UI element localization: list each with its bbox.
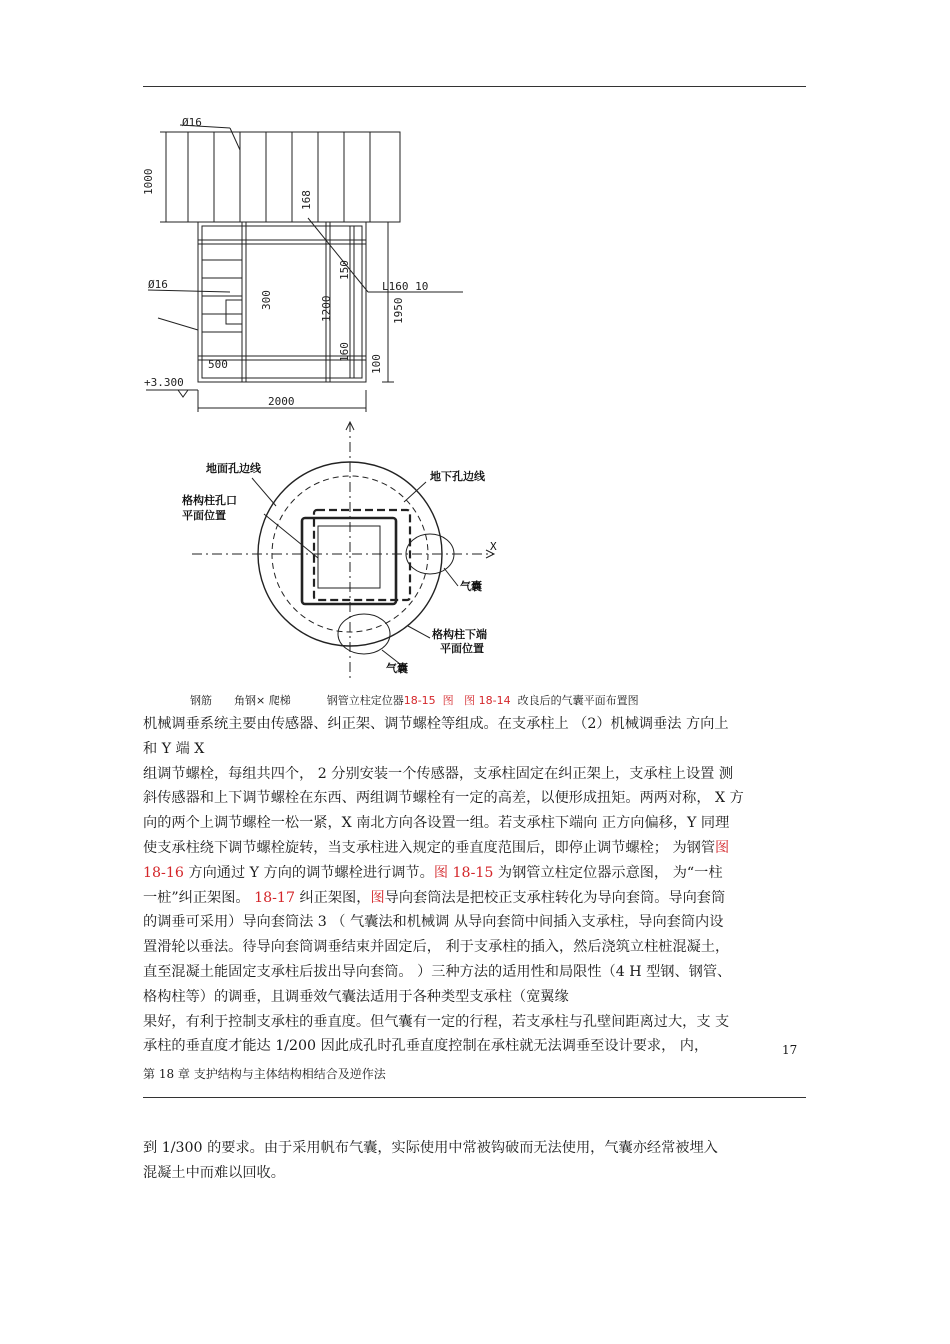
caption-part1: 钢筋 [190, 694, 212, 707]
text-line: 置滑轮以垂法。待导向套筒调垂结束并固定后， 利于支承柱的插入，然后浇筑立柱桩混凝土， [143, 939, 730, 956]
figure-link[interactable]: 18-17 [254, 889, 295, 906]
text-line: 到 1/300 的要求。由于采用帆布气囊，实际使用中常被钩破而无法使用，气囊亦经常被埋入 [143, 1140, 718, 1156]
caption-part7: 改良后的气囊平面布置图 [510, 694, 639, 707]
figure-link[interactable]: 18-16 [143, 864, 184, 881]
text-line [143, 836, 807, 861]
locator-elevation-figure [138, 100, 478, 418]
label-angle-L160: L160 10 [382, 280, 429, 293]
label-dim-100: 100 [370, 354, 383, 374]
label-underground-hole-edge: 地下孔边线 [430, 470, 485, 483]
caption-part5: 图 [435, 694, 465, 707]
caption-part3: 钢管立柱定位器 [326, 694, 404, 707]
text-line [143, 886, 807, 911]
text-segment: 使支承柱绕下调节螺栓旋转，当支承柱进入规定的垂直度范围后，即停止调节螺栓； 为钢管 [143, 839, 716, 856]
body-paragraph [143, 712, 807, 1059]
label-dim-1950: 1950 [392, 297, 405, 324]
label-lattice-bottom-1: 格构柱下端 [432, 628, 487, 641]
text-line: 混凝土中而难以回收。 [143, 1164, 285, 1181]
text-segment: 纠正架图， [294, 889, 371, 906]
label-dim-1000: 1000 [142, 168, 155, 195]
lattice-hole-top-square [302, 518, 396, 604]
text-segment: 方向通过 Y 方向的调节螺栓进行调节。 [183, 864, 434, 881]
inner-square [318, 526, 380, 588]
chapter-footer: 第 18 章 支护结构与主体结构相结合及逆作法 [143, 1067, 386, 1081]
label-dim-300: 300 [260, 290, 273, 310]
label-dim-168: 168 [300, 190, 313, 210]
label-airbag-right: 气囊 [460, 580, 482, 593]
figure-caption [190, 692, 639, 708]
header-rule [143, 86, 806, 87]
text-line: 机械调垂系统主要由传感器、纠正架、调节螺栓等组成。在支承柱上 （2）机械调垂法 方向上 [143, 716, 729, 732]
label-dim-500: 500 [208, 358, 228, 371]
figure-link[interactable]: 图 [370, 889, 385, 906]
label-lattice-hole-top-2: 平面位置 [182, 509, 226, 522]
caption-part6: 图 18-14 [464, 694, 511, 707]
upper-frame [188, 132, 400, 222]
text-segment: 为钢管立柱定位器示意图， 为“一柱 [493, 864, 723, 881]
text-line: 承柱的垂直度才能达 1/200 因此成孔时孔垂直度控制在承柱就无法调垂至设计要求， 内， [143, 1038, 709, 1055]
text-line [143, 861, 807, 886]
label-dim-1200: 1200 [320, 295, 333, 322]
label-elev-3300: +3.300 [144, 376, 184, 389]
airbag-plan-figure [168, 418, 508, 686]
label-x-axis: X [490, 540, 497, 553]
label-phi16-left: Ø16 [148, 278, 168, 291]
airbag-bottom-ellipse [338, 614, 390, 654]
caption-part2: 角钢× 爬梯 [234, 694, 291, 707]
text-line: 向的两个上调节螺栓一松一紧，X 南北方向各设置一组。若支承柱下端向 正方向偏移，Y 同理 [143, 815, 730, 832]
text-segment: 导向套筒法是把校正支承柱转化为导向套筒。导向套筒 [384, 889, 726, 906]
text-line: 的调垂可采用）导向套筒法 3 （ 气囊法和机械调 从导向套筒中间插入支承柱，导向套筒内设 [143, 914, 724, 931]
label-dim-150: 150 [338, 260, 351, 280]
text-line: 组调节螺栓，每组共四个， 2 分别安装一个传感器，支承柱固定在纠正架上，支承柱上设置 测 [143, 765, 734, 782]
footer-rule [143, 1097, 806, 1098]
text-segment: 一桩”纠正架图。 [143, 889, 255, 906]
label-dim-2000: 2000 [268, 395, 295, 408]
text-line: 直至混凝土能固定支承柱后拔出导向套筒。 ）三种方法的适用性和局限性（4 H 型钢、钢管、 [143, 963, 732, 980]
text-line: 斜传感器和上下调节螺栓在东西、两组调节螺栓有一定的高差，以便形成扭矩。两两对称， X 方 [143, 790, 744, 807]
page-number: 17 [782, 1043, 798, 1057]
figure-link[interactable]: 图 18-15 [433, 864, 494, 881]
label-lattice-hole-top-1: 格构柱孔口 [182, 494, 237, 507]
text-line: 和 Y 端 X [143, 740, 205, 757]
caption-part4: 18-15 [403, 694, 436, 707]
label-phi16-top: Ø16 [182, 116, 202, 129]
text-line: 果好，有利于控制支承柱的垂直度。但气囊有一定的行程，若支承柱与孔壁间距离过大，支 支 [143, 1013, 730, 1030]
label-ground-hole-edge: 地面孔边线 [206, 462, 261, 475]
label-airbag-bottom: 气囊 [386, 662, 408, 675]
figure-link[interactable]: 图 [715, 839, 730, 856]
continued-paragraph [143, 1136, 807, 1186]
label-lattice-bottom-2: 平面位置 [440, 642, 484, 655]
text-line: 格构柱等）的调垂，且调垂效气囊法适用于各种类型支承柱（宽翼缘 [143, 988, 569, 1005]
label-dim-160: 160 [338, 342, 351, 362]
